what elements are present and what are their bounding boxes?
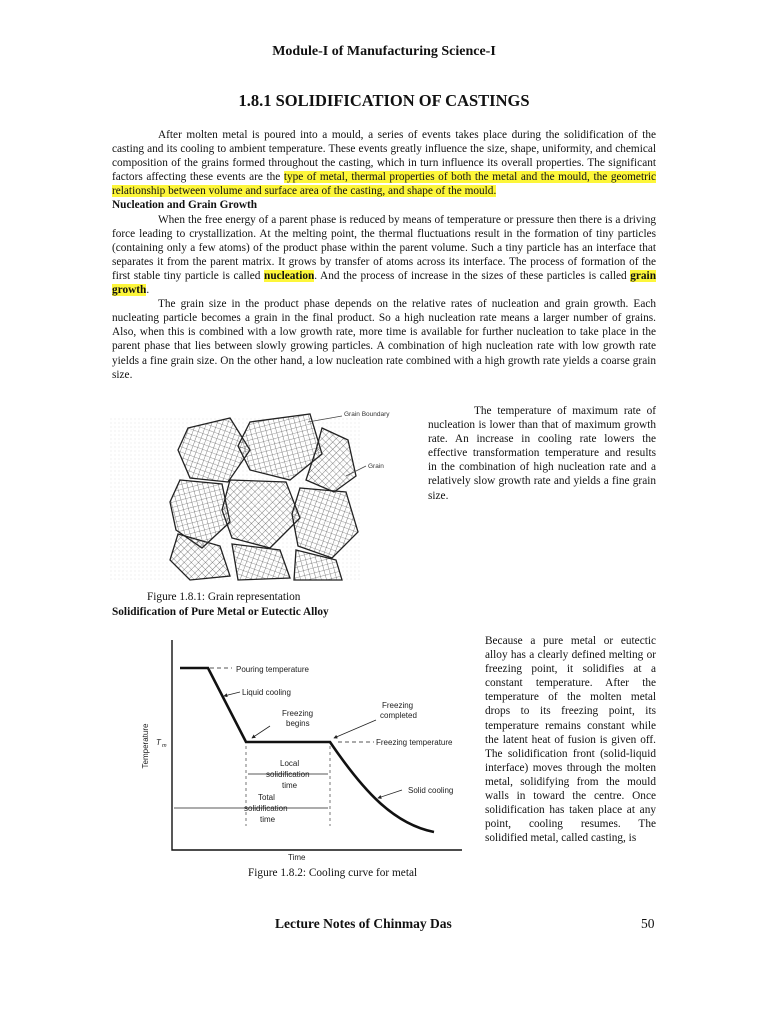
page-header: Module-I of Manufacturing Science-I	[272, 44, 496, 59]
section-title: 1.8.1 SOLIDIFICATION OF CASTINGS	[238, 91, 530, 110]
main-text-block	[112, 128, 656, 382]
nucleation-term: nucleation	[264, 269, 315, 282]
intro-text: After molten metal is poured into a mould, a series of events takes place during the solidification of the casting and its cooling to ambient temperature. These events greatly influence the size, shape, uniformity, and chemical composition of the grains formed throughout the casting, which in turn influence its overall properties. The significant factors affecting these events are the	[112, 129, 656, 184]
grain-growth-term: grain growth	[112, 269, 656, 297]
page-number: 50	[641, 916, 655, 931]
local-solidification-label-3: time	[282, 781, 298, 790]
tm-label: T	[156, 738, 161, 747]
nucleation-text-2: . And the process of increase in the sizes of these particles is called	[314, 269, 631, 282]
solid-cooling-label: Solid cooling	[408, 786, 454, 795]
freezing-begins-label: Freezing	[282, 709, 314, 718]
freezing-completed-label: Freezing	[382, 701, 414, 710]
intro-paragraph	[112, 128, 656, 198]
total-solidification-label-2: solidification	[244, 804, 288, 813]
pouring-temperature-label: Pouring temperature	[236, 665, 309, 674]
cooling-curve-figure	[112, 636, 472, 862]
side-text-block	[428, 404, 656, 503]
section2-heading: Solidification of Pure Metal or Eutectic Alloy	[112, 606, 329, 618]
figure-1-caption: Figure 1.8.1: Grain representation	[147, 591, 301, 603]
nucleation-text-3: .	[146, 284, 150, 297]
grain-shapes	[170, 414, 358, 580]
temperature-axis-label: Temperature	[141, 723, 150, 769]
intro-highlight: type of metal, thermal properties of both the metal and the mould, the geometric relationship between volume and surface area of the casting, and shape of the mould.	[112, 171, 657, 198]
local-solidification-label: Local	[280, 759, 300, 768]
total-solidification-label-3: time	[260, 815, 276, 824]
cooling-curve	[180, 668, 434, 832]
nucleation-heading: Nucleation and Grain Growth	[112, 199, 258, 212]
liquid-cooling-label: Liquid cooling	[242, 688, 291, 697]
tm-subscript: m	[162, 743, 167, 749]
figure-2-caption: Figure 1.8.2: Cooling curve for metal	[248, 867, 418, 879]
grain-representation-figure	[110, 410, 422, 582]
grain-size-paragraph: The grain size in the product phase depends on the relative rates of nucleation and grain growth. Each nucleating particle becomes a grain in the final product. So a high nucleation rate means a larger number of grains. Also, when this is combined with a low growth rate, more time is available for further nucleation to take place in the parent phase that lies between slowly growing particles. A combination of high nucleation rate with low growth rate yields a fine grain size. On the other hand, a low nucleation rate combined with a high growth rate yields a coarse grain size.	[112, 298, 656, 381]
freezing-temperature-label: Freezing temperature	[376, 738, 453, 747]
side-paragraph: The temperature of maximum rate of nucleation is lower than that of maximum growth rate. An increase in cooling rate lowers the effective transformation temperature and results in the combination of high nucleation rate and a relatively slow growth rate and yields a fine grain size.	[428, 405, 656, 502]
right-text-block	[485, 634, 656, 845]
footer-author: Lecture Notes of Chinmay Das	[275, 916, 452, 931]
nucleation-text-1: When the free energy of a parent phase is reduced by means of temperature or pressure then there is a driving force leading to crystallization. At the melting point, the thermal fluctuations result in the formation of tiny particles (containing only a few atoms) of the product phase within the parent volume. Such a tiny particle has an interface that separates it from the parent matrix. It grows by transfer of atoms across its interface. The process of formation of the first stable tiny particle is called	[112, 213, 656, 282]
local-solidification-label-2: solidification	[266, 770, 310, 779]
grain-label: Grain	[368, 463, 384, 470]
time-axis-label: Time	[288, 853, 306, 862]
nucleation-paragraph	[112, 213, 656, 298]
total-solidification-label: Total	[258, 793, 275, 802]
right-paragraph: Because a pure metal or eutectic alloy has a clearly defined melting or freezing point, it solidifies at a constant temperature. After the temperature of the molten metal drops to its freezing point, its temperature remains constant while the latent heat of fusion is given off. The solidification front (solid-liquid interface) moves through the molten metal, solidifying from the mould walls in toward the centre. Once solidification has taken place at any point, cooling resumes. The solidified metal, called casting, is	[485, 635, 656, 845]
freezing-completed-label-2: completed	[380, 711, 417, 720]
grain-boundary-label: Grain Boundary	[344, 411, 390, 418]
freezing-begins-label-2: begins	[286, 719, 310, 728]
